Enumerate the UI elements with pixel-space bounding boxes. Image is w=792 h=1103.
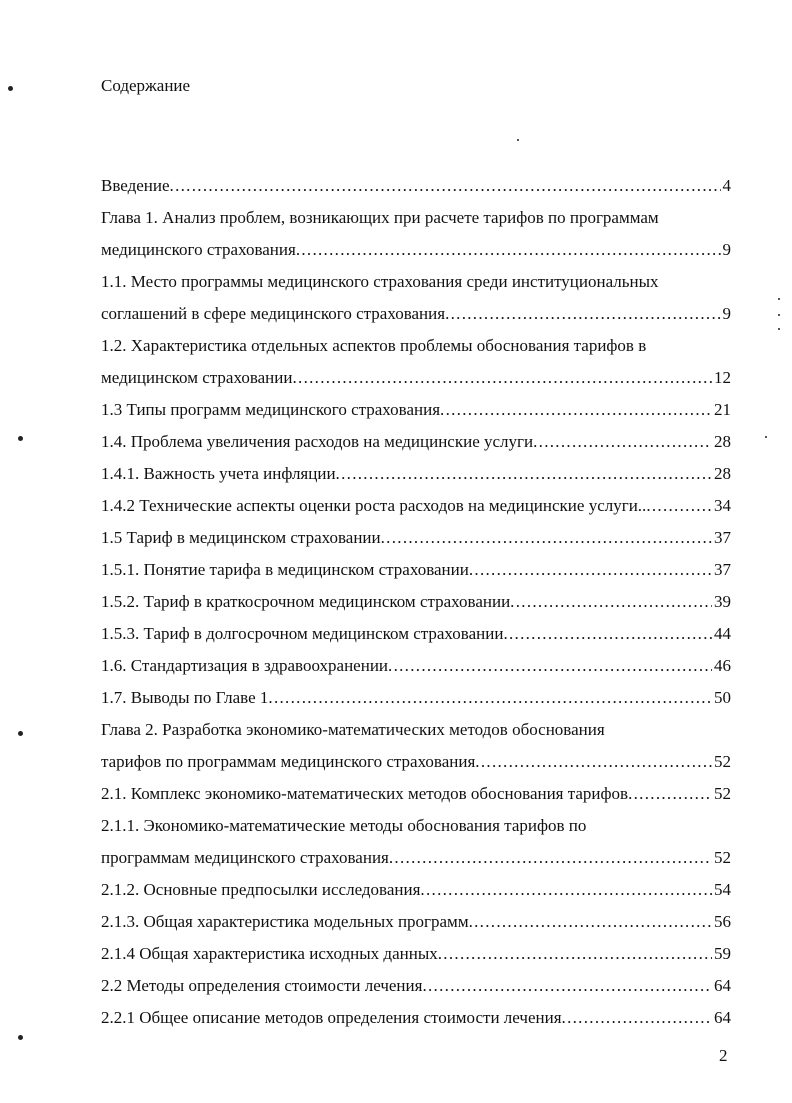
toc-dot-leader bbox=[628, 778, 712, 810]
toc-entry-page: 37 bbox=[714, 528, 731, 547]
scan-speck bbox=[765, 436, 767, 438]
toc-entry bbox=[101, 170, 731, 202]
toc-dot-leader bbox=[510, 586, 712, 618]
toc-entry-page: 28 bbox=[714, 464, 731, 483]
toc-entry-page: 50 bbox=[714, 688, 731, 707]
toc-entry bbox=[101, 682, 731, 714]
toc-entry bbox=[101, 650, 731, 682]
toc-entry-title: 2.1.2. Основные предпосылки исследования bbox=[101, 880, 421, 899]
toc-entry bbox=[101, 586, 731, 618]
toc-entry-title: 1.4.1. Важность учета инфляции bbox=[101, 464, 336, 483]
toc-entry bbox=[101, 330, 731, 362]
toc-entry bbox=[101, 1002, 731, 1034]
toc-entry-page: 4 bbox=[722, 176, 731, 195]
scan-mark bbox=[18, 731, 23, 736]
toc-entry-title: программам медицинского страхования bbox=[101, 848, 389, 867]
toc-entry bbox=[101, 618, 731, 650]
toc-dot-leader bbox=[268, 682, 712, 714]
toc-entry bbox=[101, 490, 731, 522]
toc-entry-title: 2.1.1. Экономико-математические методы обоснования тарифов по bbox=[101, 816, 587, 835]
toc-entry-title: 2.1.3. Общая характеристика модельных программ bbox=[101, 912, 469, 931]
toc-entry-title: медицинском страховании bbox=[101, 368, 293, 387]
toc-entry bbox=[101, 938, 731, 970]
toc-dot-leader bbox=[420, 874, 712, 906]
toc-entry bbox=[101, 714, 731, 746]
scan-mark bbox=[18, 1035, 23, 1040]
toc-dot-leader bbox=[533, 426, 712, 458]
toc-entry-title: 1.5.3. Тариф в долгосрочном медицинском страховании bbox=[101, 624, 504, 643]
toc-dot-leader bbox=[469, 906, 712, 938]
toc-entry-title: Глава 2. Разработка экономико-математических методов обоснования bbox=[101, 720, 605, 739]
toc-entry-page: 52 bbox=[714, 784, 731, 803]
toc-entry-page: 59 bbox=[714, 944, 731, 963]
toc-entry-page: 9 bbox=[722, 304, 731, 323]
toc-entry-page: 56 bbox=[714, 912, 731, 931]
toc-dot-leader bbox=[438, 938, 712, 970]
toc-entry-page: 12 bbox=[714, 368, 731, 387]
toc-entry-title: Введение bbox=[101, 176, 170, 195]
table-of-contents bbox=[101, 170, 731, 1034]
toc-entry-title: 2.2.1 Общее описание методов определения стоимости лечения bbox=[101, 1008, 562, 1027]
toc-entry-page: 39 bbox=[714, 592, 731, 611]
toc-entry bbox=[101, 906, 731, 938]
toc-entry-page: 44 bbox=[714, 624, 731, 643]
toc-dot-leader bbox=[503, 618, 712, 650]
toc-entry bbox=[101, 874, 731, 906]
page-number: 2 bbox=[719, 1046, 728, 1065]
toc-entry-title: 1.5.1. Понятие тарифа в медицинском страховании bbox=[101, 560, 469, 579]
toc-entry-title: 2.1.4 Общая характеристика исходных данных bbox=[101, 944, 438, 963]
toc-entry-title: 1.4. Проблема увеличения расходов на медицинские услуги bbox=[101, 432, 534, 451]
toc-entry bbox=[101, 394, 731, 426]
toc-dot-leader bbox=[296, 234, 721, 266]
toc-dot-leader bbox=[292, 362, 712, 394]
toc-entry-title: 1.6. Стандартизация в здравоохранении bbox=[101, 656, 389, 675]
toc-entry-title: 2.1. Комплекс экономико-математических методов обоснования тарифов bbox=[101, 784, 629, 803]
scan-speck bbox=[517, 139, 519, 141]
toc-entry-page: 21 bbox=[714, 400, 731, 419]
toc-dot-leader bbox=[381, 522, 712, 554]
toc-entry bbox=[101, 778, 731, 810]
toc-dot-leader bbox=[445, 298, 720, 330]
toc-entry bbox=[101, 842, 731, 874]
toc-dot-leader bbox=[475, 746, 712, 778]
toc-dot-leader bbox=[440, 394, 712, 426]
toc-entry-title: тарифов по программам медицинского страхования bbox=[101, 752, 476, 771]
toc-entry-page: 37 bbox=[714, 560, 731, 579]
toc-dot-leader bbox=[170, 170, 721, 202]
scan-mark bbox=[18, 436, 23, 441]
toc-entry-title: 1.5.2. Тариф в краткосрочном медицинском страховании bbox=[101, 592, 511, 611]
toc-entry-title: 1.7. Выводы по Главе 1 bbox=[101, 688, 269, 707]
toc-entry-title: 1.4.2 Технические аспекты оценки роста расходов на медицинские услуги.. bbox=[101, 496, 647, 515]
toc-entry bbox=[101, 810, 731, 842]
toc-entry-title: соглашений в сфере медицинского страхования bbox=[101, 304, 446, 323]
toc-dot-leader bbox=[562, 1002, 712, 1034]
scan-mark bbox=[8, 86, 13, 91]
toc-entry-page: 64 bbox=[714, 1008, 731, 1027]
toc-entry-page: 9 bbox=[722, 240, 731, 259]
toc-dot-leader bbox=[469, 554, 712, 586]
toc-entry-title: медицинского страхования bbox=[101, 240, 296, 259]
toc-dot-leader bbox=[389, 842, 712, 874]
scan-speck bbox=[778, 298, 780, 300]
toc-entry-page: 64 bbox=[714, 976, 731, 995]
toc-entry bbox=[101, 426, 731, 458]
toc-dot-leader bbox=[422, 970, 712, 1002]
toc-entry-page: 52 bbox=[714, 848, 731, 867]
toc-entry-title: 1.3 Типы программ медицинского страхования bbox=[101, 400, 441, 419]
toc-entry-page: 34 bbox=[714, 496, 731, 515]
toc-dot-leader bbox=[336, 458, 712, 490]
toc-entry bbox=[101, 362, 731, 394]
toc-dot-leader bbox=[388, 650, 712, 682]
toc-entry-title: 1.2. Характеристика отдельных аспектов проблемы обоснования тарифов в bbox=[101, 336, 647, 355]
toc-entry bbox=[101, 522, 731, 554]
toc-entry bbox=[101, 970, 731, 1002]
toc-entry-title: Глава 1. Анализ проблем, возникающих при расчете тарифов по программам bbox=[101, 208, 659, 227]
toc-dot-leader bbox=[646, 490, 712, 522]
toc-entry bbox=[101, 266, 731, 298]
toc-entry bbox=[101, 746, 731, 778]
toc-entry-page: 54 bbox=[714, 880, 731, 899]
toc-entry bbox=[101, 458, 731, 490]
toc-entry-title: 2.2 Методы определения стоимости лечения bbox=[101, 976, 423, 995]
toc-entry-title: 1.5 Тариф в медицинском страховании bbox=[101, 528, 381, 547]
toc-entry bbox=[101, 298, 731, 330]
toc-entry-page: 46 bbox=[714, 656, 731, 675]
toc-entry bbox=[101, 234, 731, 266]
toc-entry-page: 52 bbox=[714, 752, 731, 771]
page-title: Содержание bbox=[101, 76, 191, 95]
scan-speck bbox=[778, 314, 780, 316]
toc-entry bbox=[101, 202, 731, 234]
scan-speck bbox=[778, 328, 780, 330]
toc-entry-page: 28 bbox=[714, 432, 731, 451]
toc-entry bbox=[101, 554, 731, 586]
toc-entry-title: 1.1. Место программы медицинского страхования среди институциональных bbox=[101, 272, 659, 291]
